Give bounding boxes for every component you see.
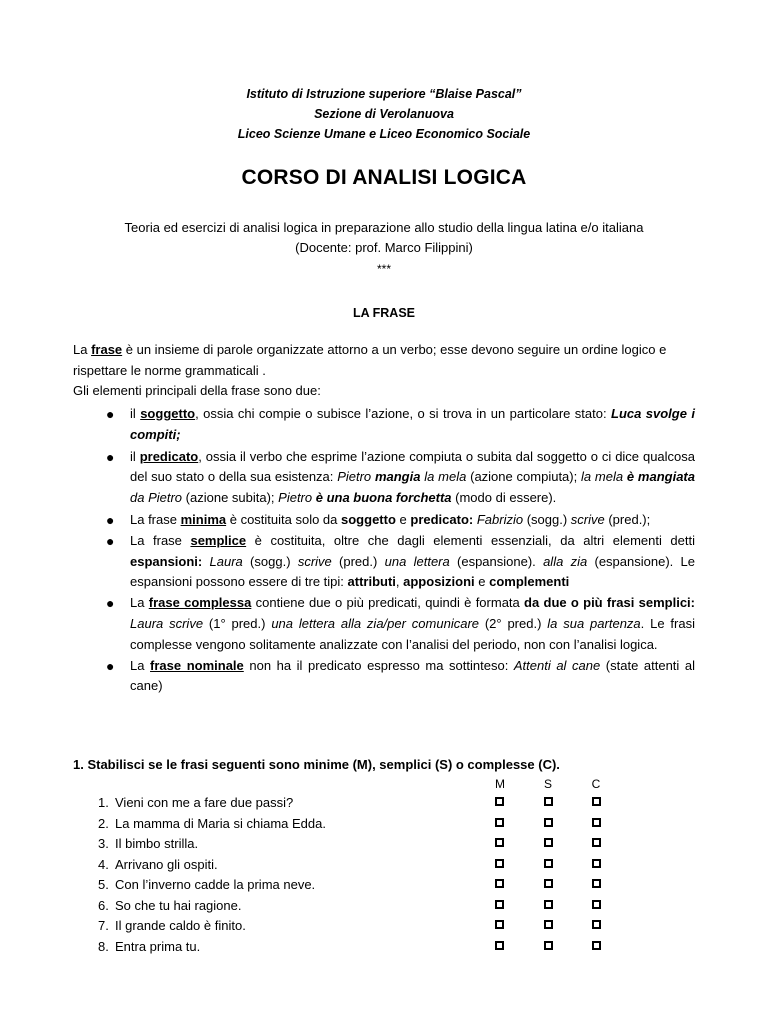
bullet-dot: ●: [106, 406, 115, 422]
sentence-text: Il grande caldo è finito.: [115, 918, 246, 933]
document-title: CORSO DI ANALISI LOGICA: [241, 166, 527, 189]
sentence-text: So che tu hai ragione.: [115, 897, 242, 913]
separator: ***: [376, 262, 391, 276]
list-item: 8. Entra prima tu.: [0, 937, 768, 958]
checkbox-c[interactable]: [592, 859, 601, 868]
list-item: 5. Con l’inverno cadde la prima neve.: [0, 875, 768, 896]
sentence-text: Vieni con me a fare due passi?: [115, 795, 294, 810]
header-line-school: Liceo Scienze Umane e Liceo Economico Sociale: [237, 127, 531, 141]
checkbox-s[interactable]: [544, 797, 553, 806]
exercise-list: [0, 793, 768, 957]
subtitle-line: Teoria ed esercizi di analisi logica in preparazione allo studio della lingua latina e/o italiana: [124, 220, 644, 235]
header-line-section: Sezione di Verolanuova: [314, 107, 454, 121]
bullet-predicato: ● il predicato, ossia il verbo che esprime l’azione compiuta o subita dal soggetto o ci dice qualcosa del suo stato o della sua esistenza: Pietro mangia la mela (azione compiuta); la mela è mangiata da Pietro (azione subita); Pietro è una buona forchetta (modo di essere).: [106, 448, 695, 506]
sentence-text: La mamma di Maria si chiama Edda.: [115, 815, 326, 831]
list-item: 4. Arrivano gli ospiti.: [0, 855, 768, 876]
checkbox-c[interactable]: [592, 920, 601, 929]
exercise-column-headers: [0, 777, 768, 793]
checkbox-s[interactable]: [544, 838, 553, 847]
checkbox-s[interactable]: [544, 920, 553, 929]
checkbox-m[interactable]: [495, 879, 504, 888]
column-header-s: S: [543, 777, 552, 791]
bullet-dot: ●: [106, 595, 115, 612]
bullet-dot: ●: [106, 532, 115, 549]
checkbox-c[interactable]: [592, 941, 601, 950]
intro-definition: La frase è un insieme di parole organizzate attorno a un verbo; esse devono seguire un ordine logico e rispettare le norme grammaticali .: [73, 342, 667, 378]
sentence-text: Il bimbo strilla.: [115, 836, 199, 851]
checkbox-m[interactable]: [495, 797, 504, 806]
checkbox-c[interactable]: [592, 797, 601, 806]
institute-header: [0, 84, 768, 144]
column-header-c: C: [591, 777, 601, 791]
sentence-text: Con l’inverno cadde la prima neve.: [115, 877, 316, 892]
checkbox-m[interactable]: [495, 900, 504, 909]
bullet-list: [73, 404, 695, 697]
bullet-soggetto: ● il soggetto, ossia chi compie o subisce l’azione, o si trova in un particolare stato: Luca svolge i compiti;: [106, 406, 695, 442]
bullet-frase-complessa: ● La frase complessa contiene due o più predicati, quindi è formata da due o più frasi semplici: Laura scrive (1° pred.) una lettera alla zia/per comunicare (2° pred.) la sua partenza. Le frasi complesse vengono solitamente analizzate con l’analisi del periodo, non con l’analisi logica.: [106, 595, 695, 652]
checkbox-m[interactable]: [495, 859, 504, 868]
checkbox-s[interactable]: [544, 818, 553, 827]
intro-paragraph: [73, 340, 695, 402]
list-item: 7. Il grande caldo è finito.: [0, 916, 768, 937]
section-title: LA FRASE: [352, 306, 416, 320]
checkbox-s[interactable]: [544, 859, 553, 868]
checkbox-s[interactable]: [544, 900, 553, 909]
bullet-frase-semplice: ● La frase semplice è costituita, oltre che dagli elementi essenziali, da altri elementi detti espansioni: Laura (sogg.) scrive (pred.) una lettera (espansione). alla zia (espansione). Le espansioni possono essere di tre tipi: attributi, apposizioni e complementi: [106, 532, 696, 590]
checkbox-c[interactable]: [592, 818, 601, 827]
checkbox-m[interactable]: [495, 941, 504, 950]
list-item: 6. So che tu hai ragione.: [0, 896, 768, 917]
bullet-dot: ●: [106, 448, 115, 465]
checkbox-c[interactable]: [592, 879, 601, 888]
bullet-dot: ●: [106, 511, 115, 528]
term-frase: frase: [91, 342, 123, 357]
header-line-institute: Istituto di Istruzione superiore “Blaise Pascal”: [246, 87, 522, 101]
checkbox-s[interactable]: [544, 879, 553, 888]
column-header-m: M: [495, 777, 505, 791]
sentence-text: Entra prima tu.: [115, 938, 201, 954]
checkbox-c[interactable]: [592, 838, 601, 847]
checkbox-m[interactable]: [495, 818, 504, 827]
exercise-title: 1. Stabilisci se le frasi seguenti sono minime (M), semplici (S) o complesse (C).: [73, 757, 560, 772]
checkbox-s[interactable]: [544, 941, 553, 950]
intro-elements: Gli elementi principali della frase sono due:: [73, 383, 321, 398]
bullet-frase-minima: ● La frase minima è costituita solo da soggetto e predicato: Fabrizio (sogg.) scrive (pred.);: [73, 510, 695, 531]
document-subtitle: [60, 218, 708, 258]
bullet-dot: ●: [106, 657, 115, 674]
list-item: 1. Vieni con me a fare due passi?: [0, 793, 768, 814]
checkbox-m[interactable]: [495, 838, 504, 847]
list-item: 2. La mamma di Maria si chiama Edda.: [0, 814, 768, 835]
teacher-line: (Docente: prof. Marco Filippini): [295, 240, 473, 255]
list-item: 3. Il bimbo strilla.: [0, 834, 768, 855]
bullet-frase-nominale: ● La frase nominale non ha il predicato espresso ma sottinteso: Attenti al cane (state attenti al cane): [106, 657, 695, 694]
checkbox-m[interactable]: [495, 920, 504, 929]
sentence-text: Arrivano gli ospiti.: [115, 856, 218, 872]
checkbox-c[interactable]: [592, 900, 601, 909]
